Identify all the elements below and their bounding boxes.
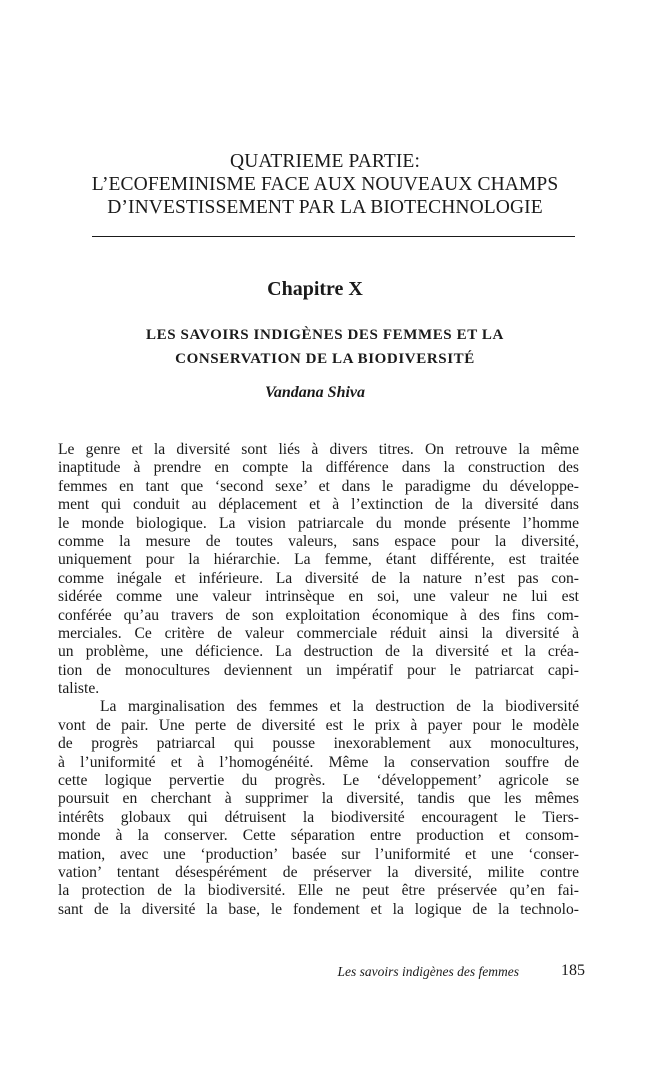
running-head: Les savoirs indigènes des femmes	[337, 964, 519, 979]
text-line: taliste.	[58, 680, 100, 698]
text-line: sidérée comme une valeur intrinsèque en soi, une valeur ne lui est	[58, 588, 579, 606]
text-line: la protection de la biodiversité. Elle ne peut être préservée qu’en fai-	[58, 882, 579, 900]
text-line: le monde biologique. La vision patriarcale du monde présente l’homme	[58, 514, 579, 532]
part-heading-line: L’ECOFEMINISME FACE AUX NOUVEAUX CHAMPS	[91, 174, 559, 195]
text-line: Le genre et la diversité sont liés à divers titres. On retrouve la même	[58, 441, 579, 458]
text-line: poursuit en cherchant à supprimer la diversité, tandis que les mêmes	[58, 790, 579, 808]
part-heading-line: QUATRIEME PARTIE:	[230, 151, 420, 172]
text-line: sant de la diversité la base, le fondement et la logique de la technolo-	[58, 900, 579, 918]
text-line: uniquement pour la hiérarchie. La femme, étant différente, est traitée	[58, 551, 579, 569]
text-line: inaptitude à prendre en compte la différence dans la construction des	[58, 459, 579, 477]
text-line: cette logique pervertie du progrès. Le ‘développement’ agricole se	[58, 772, 579, 790]
page-number: 185	[561, 962, 585, 979]
chapter-title	[40, 323, 610, 371]
chapter-title-line: CONSERVATION DE LA BIODIVERSITÉ	[175, 351, 475, 367]
author-name: Vandana Shiva	[264, 384, 366, 401]
horizontal-rule	[92, 236, 575, 237]
text-line: de progrès patriarcal qui pousse inexorablement aux monocultures,	[58, 735, 579, 753]
text-line: merciales. Ce critère de valeur commerciale réduit ainsi la diversité à	[58, 624, 579, 642]
part-heading	[40, 150, 610, 219]
text-line: vont de pair. Une perte de diversité est le prix à payer pour le modèle	[58, 716, 579, 734]
text-line: ment qui conduit au déplacement et à l’extinction de la diversité dans	[58, 496, 579, 514]
text-line: monde à la conserver. Cette séparation entre production et consom-	[58, 827, 579, 845]
body-text	[58, 441, 579, 919]
chapter-label: Chapitre X	[267, 278, 363, 300]
part-heading-line: D’INVESTISSEMENT PAR LA BIOTECHNOLOGIE	[107, 197, 543, 218]
text-line: vation’ tentant désespérément de préserver la diversité, milite contre	[58, 863, 579, 881]
text-line: comme inégale et inférieure. La diversité de la nature n’est pas con-	[58, 569, 579, 587]
text-line: comme la mesure de toutes valeurs, sans espace pour la diversité,	[58, 532, 579, 550]
text-line: intérêts globaux qui détruisent la biodiversité encouragent le Tiers-	[58, 808, 579, 826]
text-line: mation, avec une ‘production’ basée sur l’uniformité et une ‘conser-	[58, 845, 579, 863]
chapter-title-line: LES SAVOIRS INDIGÈNES DES FEMMES ET LA	[146, 327, 504, 343]
text-line: à l’uniformité et à l’homogénéité. Même la conservation souffre de	[58, 753, 579, 771]
text-line: tion de monocultures deviennent un impératif pour le patriarcat capi-	[58, 661, 579, 679]
text-line: femmes en tant que ‘second sexe’ et dans le paradigme du développe-	[58, 477, 579, 495]
text-line: un problème, une déficience. La destruction de la diversité et la créa-	[58, 643, 579, 661]
text-line: conférée qu’au travers de son exploitation économique à des fins com-	[58, 606, 579, 624]
text-line: La marginalisation des femmes et la destruction de la biodiversité	[100, 698, 579, 716]
